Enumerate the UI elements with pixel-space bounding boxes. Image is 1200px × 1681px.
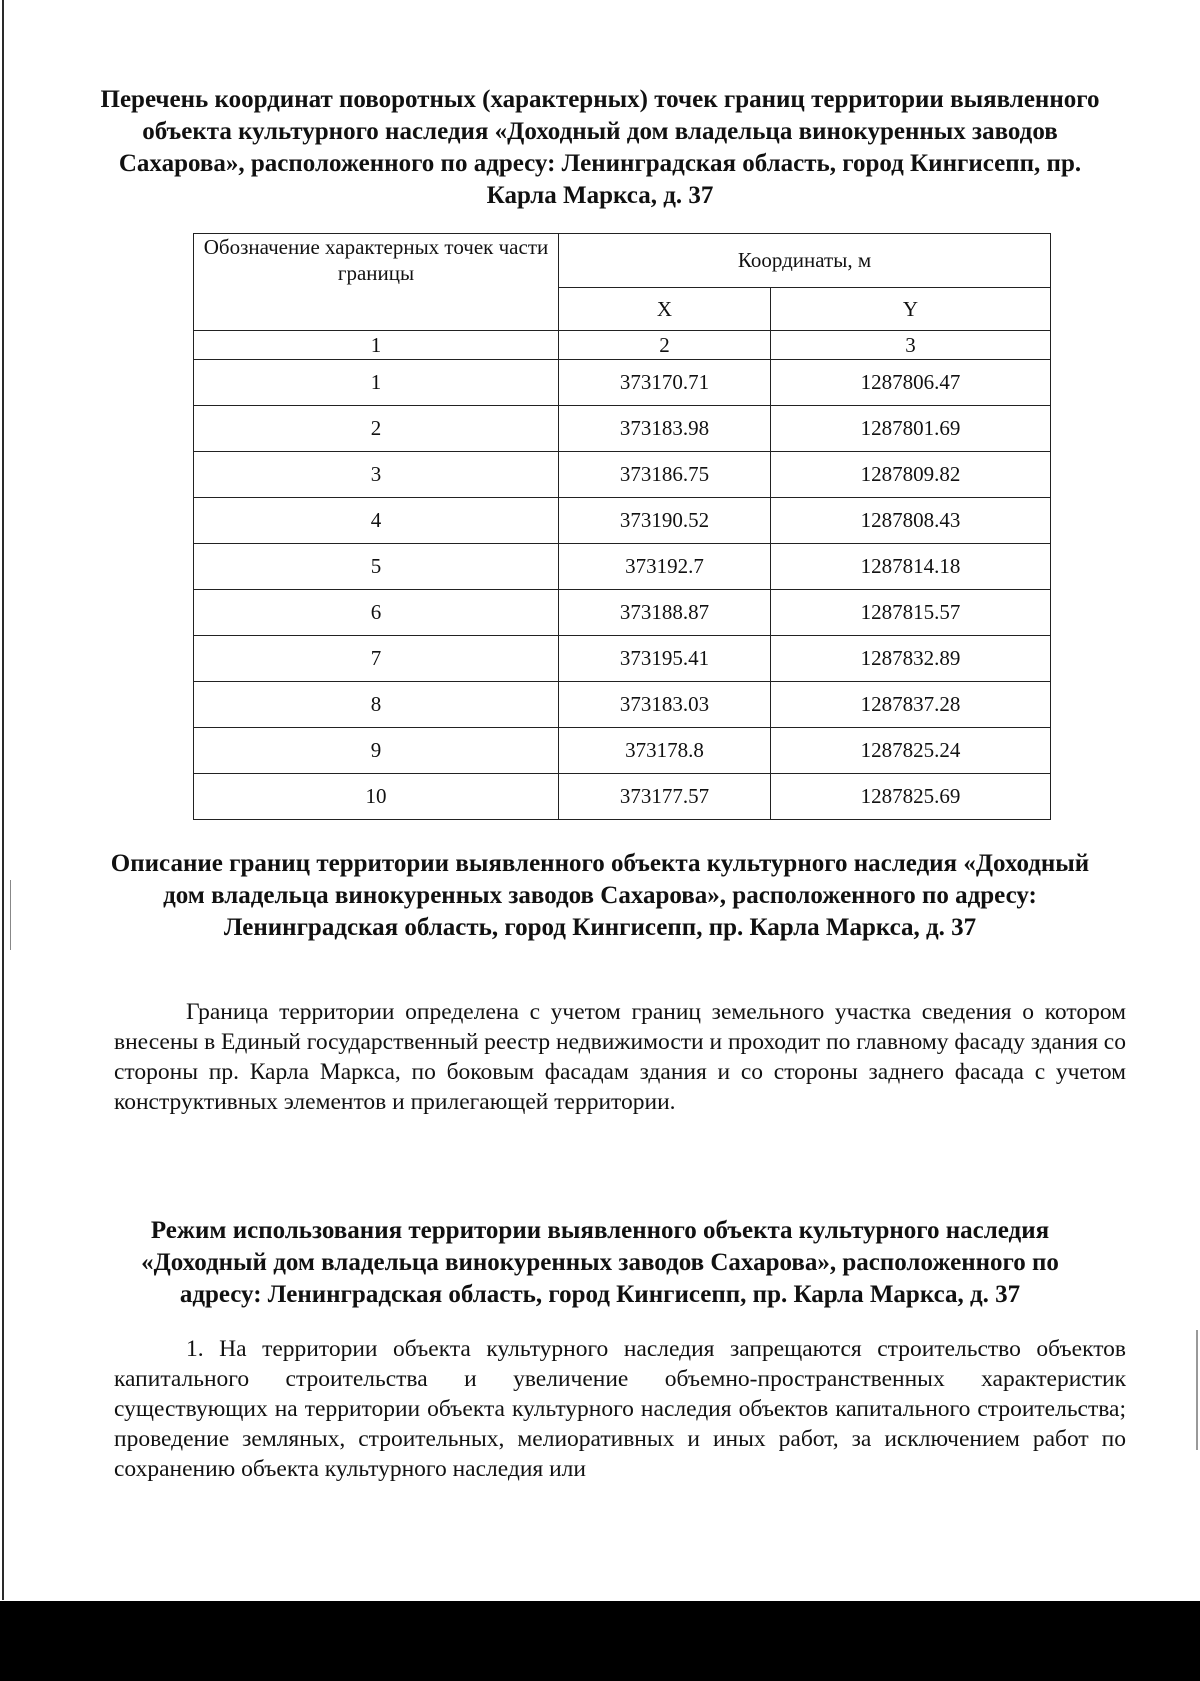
boundary-description-heading: Описание границ территории выявленного объекта культурного наследия «Доходный дом владельца винокуренных заводов Сахарова», расположенного по адресу: Ленинградская область, город Кингисепп, пр. Карла Маркса, д. 37: [110, 850, 1090, 941]
y-value: 1287801.69: [771, 406, 1051, 452]
point-number: 9: [194, 728, 559, 774]
y-value: 1287808.43: [771, 498, 1051, 544]
table-row: [194, 774, 1051, 820]
coordinates-table: [193, 233, 1051, 820]
y-value: 1287809.82: [771, 452, 1051, 498]
x-header: X: [559, 288, 771, 331]
scan-edge-line: [2, 0, 4, 1600]
point-number: 10: [194, 774, 559, 820]
coordinates-header: Координаты, м: [559, 234, 1051, 288]
point-designation-header: Обозначение характерных точек части границы: [194, 234, 559, 331]
coordinates-list-heading: Перечень координат поворотных (характерных) точек границ территории выявленного объекта культурного наследия «Доходный дом владельца винокуренных заводов Сахарова», расположенного по адресу: Ленинградская область, город Кингисепп, пр. Карла Маркса, д. 37: [100, 86, 1100, 209]
point-number: 3: [194, 452, 559, 498]
point-number: 5: [194, 544, 559, 590]
table-row: [194, 452, 1051, 498]
x-value: 373190.52: [559, 498, 771, 544]
point-number: 2: [194, 406, 559, 452]
point-number: 7: [194, 636, 559, 682]
table-row: [194, 498, 1051, 544]
x-value: 373192.7: [559, 544, 771, 590]
x-value: 373195.41: [559, 636, 771, 682]
y-value: 1287825.24: [771, 728, 1051, 774]
point-number: 4: [194, 498, 559, 544]
x-value: 373186.75: [559, 452, 771, 498]
table-row: [194, 544, 1051, 590]
scan-bottom-black-bar: [0, 1601, 1200, 1681]
y-header: Y: [771, 288, 1051, 331]
column-number: 2: [559, 331, 771, 360]
y-value: 1287825.69: [771, 774, 1051, 820]
y-value: 1287814.18: [771, 544, 1051, 590]
scan-edge-mark-right: [1196, 1330, 1198, 1450]
column-number: 1: [194, 331, 559, 360]
usage-regime-heading: Режим использования территории выявленного объекта культурного наследия «Доходный дом владельца винокуренных заводов Сахарова», расположенного по адресу: Ленинградская область, город Кингисепп, пр. Карла Маркса, д. 37: [141, 1217, 1059, 1308]
table-row: [194, 360, 1051, 406]
point-number: 6: [194, 590, 559, 636]
boundary-description-paragraph: Граница территории определена с учетом границ земельного участка сведения о котором внесены в Единый государственный реестр недвижимости и проходит по главному фасаду здания со стороны пр. Карла Маркса, по боковым фасадам здания и со стороны заднего фасада с учетом конструктивных элементов и прилегающей территории.: [114, 999, 1126, 1115]
x-value: 373183.98: [559, 406, 771, 452]
y-value: 1287815.57: [771, 590, 1051, 636]
table-row: [194, 590, 1051, 636]
x-value: 373183.03: [559, 682, 771, 728]
table-row: [194, 728, 1051, 774]
y-value: 1287837.28: [771, 682, 1051, 728]
x-value: 373188.87: [559, 590, 771, 636]
usage-regime-paragraph: 1. На территории объекта культурного наследия запрещаются строительство объектов капитального строительства и увеличение объемно-пространственных характеристик существующих на территории объекта культурного наследия объектов капитального строительства; проведение земляных, строительных, мелиоративных и иных работ, за исключением работ по сохранению объекта культурного наследия или: [114, 1336, 1126, 1482]
table-row: [194, 406, 1051, 452]
column-number: 3: [771, 331, 1051, 360]
x-value: 373178.8: [559, 728, 771, 774]
table-row: [194, 636, 1051, 682]
point-number: 1: [194, 360, 559, 406]
x-value: 373170.71: [559, 360, 771, 406]
scan-edge-mark: [10, 880, 11, 950]
y-value: 1287806.47: [771, 360, 1051, 406]
point-number: 8: [194, 682, 559, 728]
x-value: 373177.57: [559, 774, 771, 820]
y-value: 1287832.89: [771, 636, 1051, 682]
table-row: [194, 682, 1051, 728]
